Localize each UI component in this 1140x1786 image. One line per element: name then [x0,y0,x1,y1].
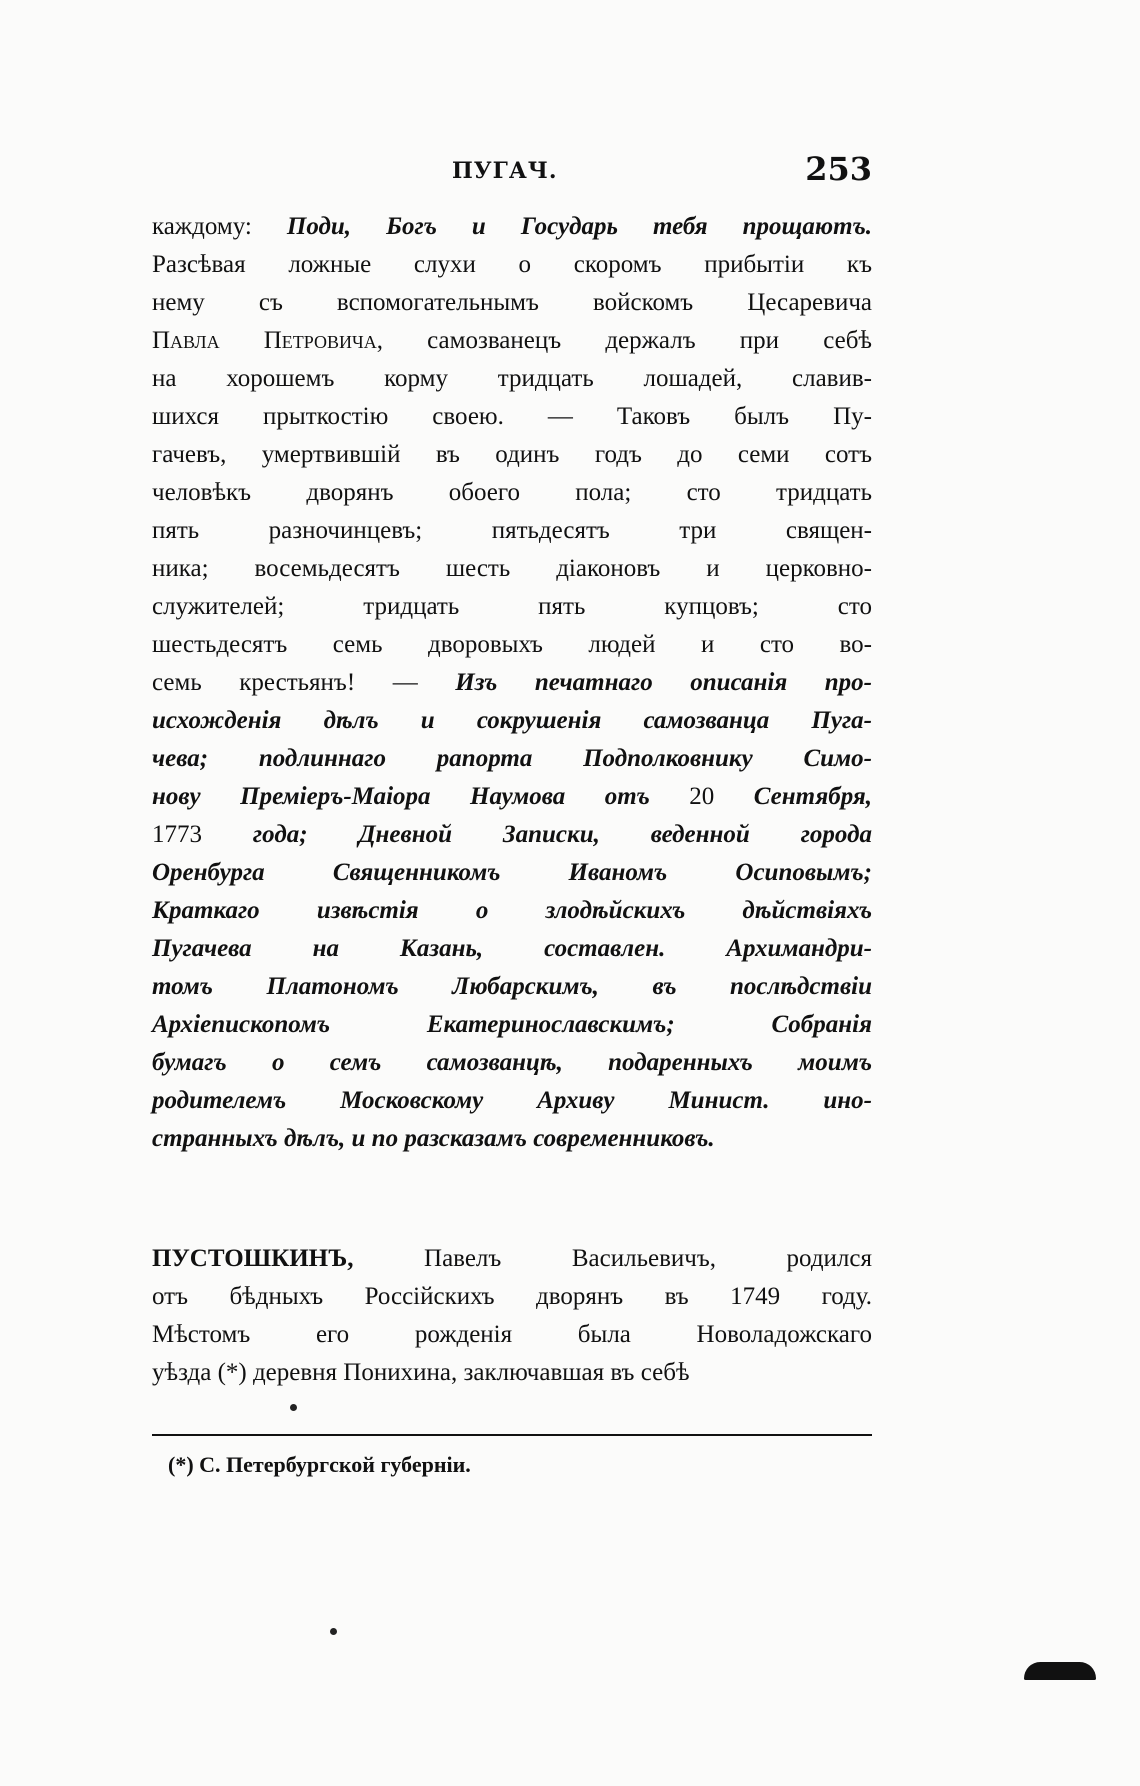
text-run: Краткаго извѣстія о злодѣйскихъ дѣйствіяхъ [152,897,872,924]
pugachev-line [152,360,872,398]
text-run: Мѣстомъ его рожденія была Новоладожскаго [152,1321,872,1348]
pugachev-line [152,930,872,968]
ink-smudge [1024,1662,1096,1680]
text-run: на хорошемъ корму тридцать лошадей, славив- [152,365,872,392]
text-run: чева; подлиннаго рапорта Подполковнику Симо- [152,745,872,772]
text-run: нему съ вспомогательнымъ войскомъ Цесаревича [152,289,872,316]
pugachev-line [152,778,872,816]
text-run: 20 [689,783,715,810]
pustoshkin-line [152,1316,872,1354]
pugachev-line [152,512,872,550]
page-header [152,150,872,190]
pugachev-line [152,398,872,436]
pugachev-line [152,702,872,740]
text-run: пять разночинцевъ; пятьдесятъ три священ- [152,517,872,544]
text-run: отъ бѣдныхъ Россійскихъ дворянъ въ 1749 году. [152,1283,872,1310]
text-run: Изъ печатнаго описанія про- [455,669,872,696]
text-run: уѣзда (*) деревня Понихина, заключавшая въ себѣ [152,1359,690,1386]
pugachev-line [152,1006,872,1044]
page-number: 253 [805,150,872,188]
text-run: Оренбурга Священникомъ Иваномъ Осиповымъ; [152,859,872,886]
pugachev-line [152,892,872,930]
pustoshkin-line [152,1278,872,1316]
text-run: гачевъ, умертвившій въ одинъ годъ до семи сотъ [152,441,872,468]
text-run: шихся прыткостію своею. — Таковъ былъ Пу- [152,403,872,430]
text-run: родителемъ Московскому Архиву Минист. ино- [152,1087,872,1114]
text-run: Архіепископомъ Екатеринославскимъ; Собранія [152,1011,872,1038]
text-run: каждому: [152,213,287,240]
pugachev-line [152,816,872,854]
text-run: Разсѣвая ложные слухи о скоромъ прибытіи къ [152,251,872,278]
paragraph-pustoshkin [152,1240,872,1392]
text-run: странныхъ дѣлъ, и по разсказамъ современниковъ. [152,1125,715,1152]
text-run: Павелъ Васильевичъ, родился [353,1245,872,1272]
pugachev-line [152,968,872,1006]
pugachev-line [152,208,872,246]
text-run: шестьдесятъ семь дворовыхъ людей и сто во- [152,631,872,658]
pugachev-line [152,246,872,284]
footnote-rule [152,1434,872,1436]
pugachev-line [152,854,872,892]
pugachev-line [152,664,872,702]
text-run: Поди, Богъ и Государь тебя прощаютъ. [286,213,872,240]
text-run: года; Дневной Записки, веденной города [202,821,872,848]
pugachev-line [152,588,872,626]
text-run: , самозванецъ держалъ при себѣ [376,327,872,354]
text-run: служителей; тридцать пять купцовъ; сто [152,593,872,620]
pustoshkin-line [152,1240,872,1278]
text-run: бумагъ о семъ самозванцѣ, подаренныхъ моимъ [152,1049,872,1076]
pugachev-line [152,284,872,322]
text-run: Сентября, [714,783,872,810]
pugachev-line [152,626,872,664]
pugachev-line [152,474,872,512]
pugachev-line [152,550,872,588]
text-run: Пугачева на Казань, составлен. Архимандри- [152,935,872,962]
pustoshkin-line [152,1354,872,1392]
text-run: ника; восемьдесятъ шесть діаконовъ и церковно- [152,555,872,582]
text-run: исхожденія дѣлъ и сокрушенія самозванца Пуга- [152,707,872,734]
ink-speck [330,1628,337,1635]
footnote: (*) С. Петербургской губерніи. [168,1452,471,1477]
running-head: ПУГАЧ. [452,158,558,184]
pugachev-line [152,1120,872,1158]
ink-speck [290,1404,297,1411]
pugachev-line [152,436,872,474]
paragraph-pugachev [152,208,872,1158]
text-run: ПУСТОШКИНЪ, [152,1245,354,1272]
text-run: нову Преміеръ-Маіора Наумова отъ [152,783,690,810]
text-run: Павла Петровича [152,327,377,354]
text-run: человѣкъ дворянъ обоего пола; сто тридцать [152,479,872,506]
text-run: 1773 [152,821,202,848]
text-run: томъ Платономъ Любарскимъ, въ послѣдствіи [152,973,872,1000]
pugachev-line [152,1044,872,1082]
text-run: семь крестьянъ! — [152,669,456,696]
pugachev-line [152,1082,872,1120]
pugachev-line [152,740,872,778]
pugachev-line [152,322,872,360]
